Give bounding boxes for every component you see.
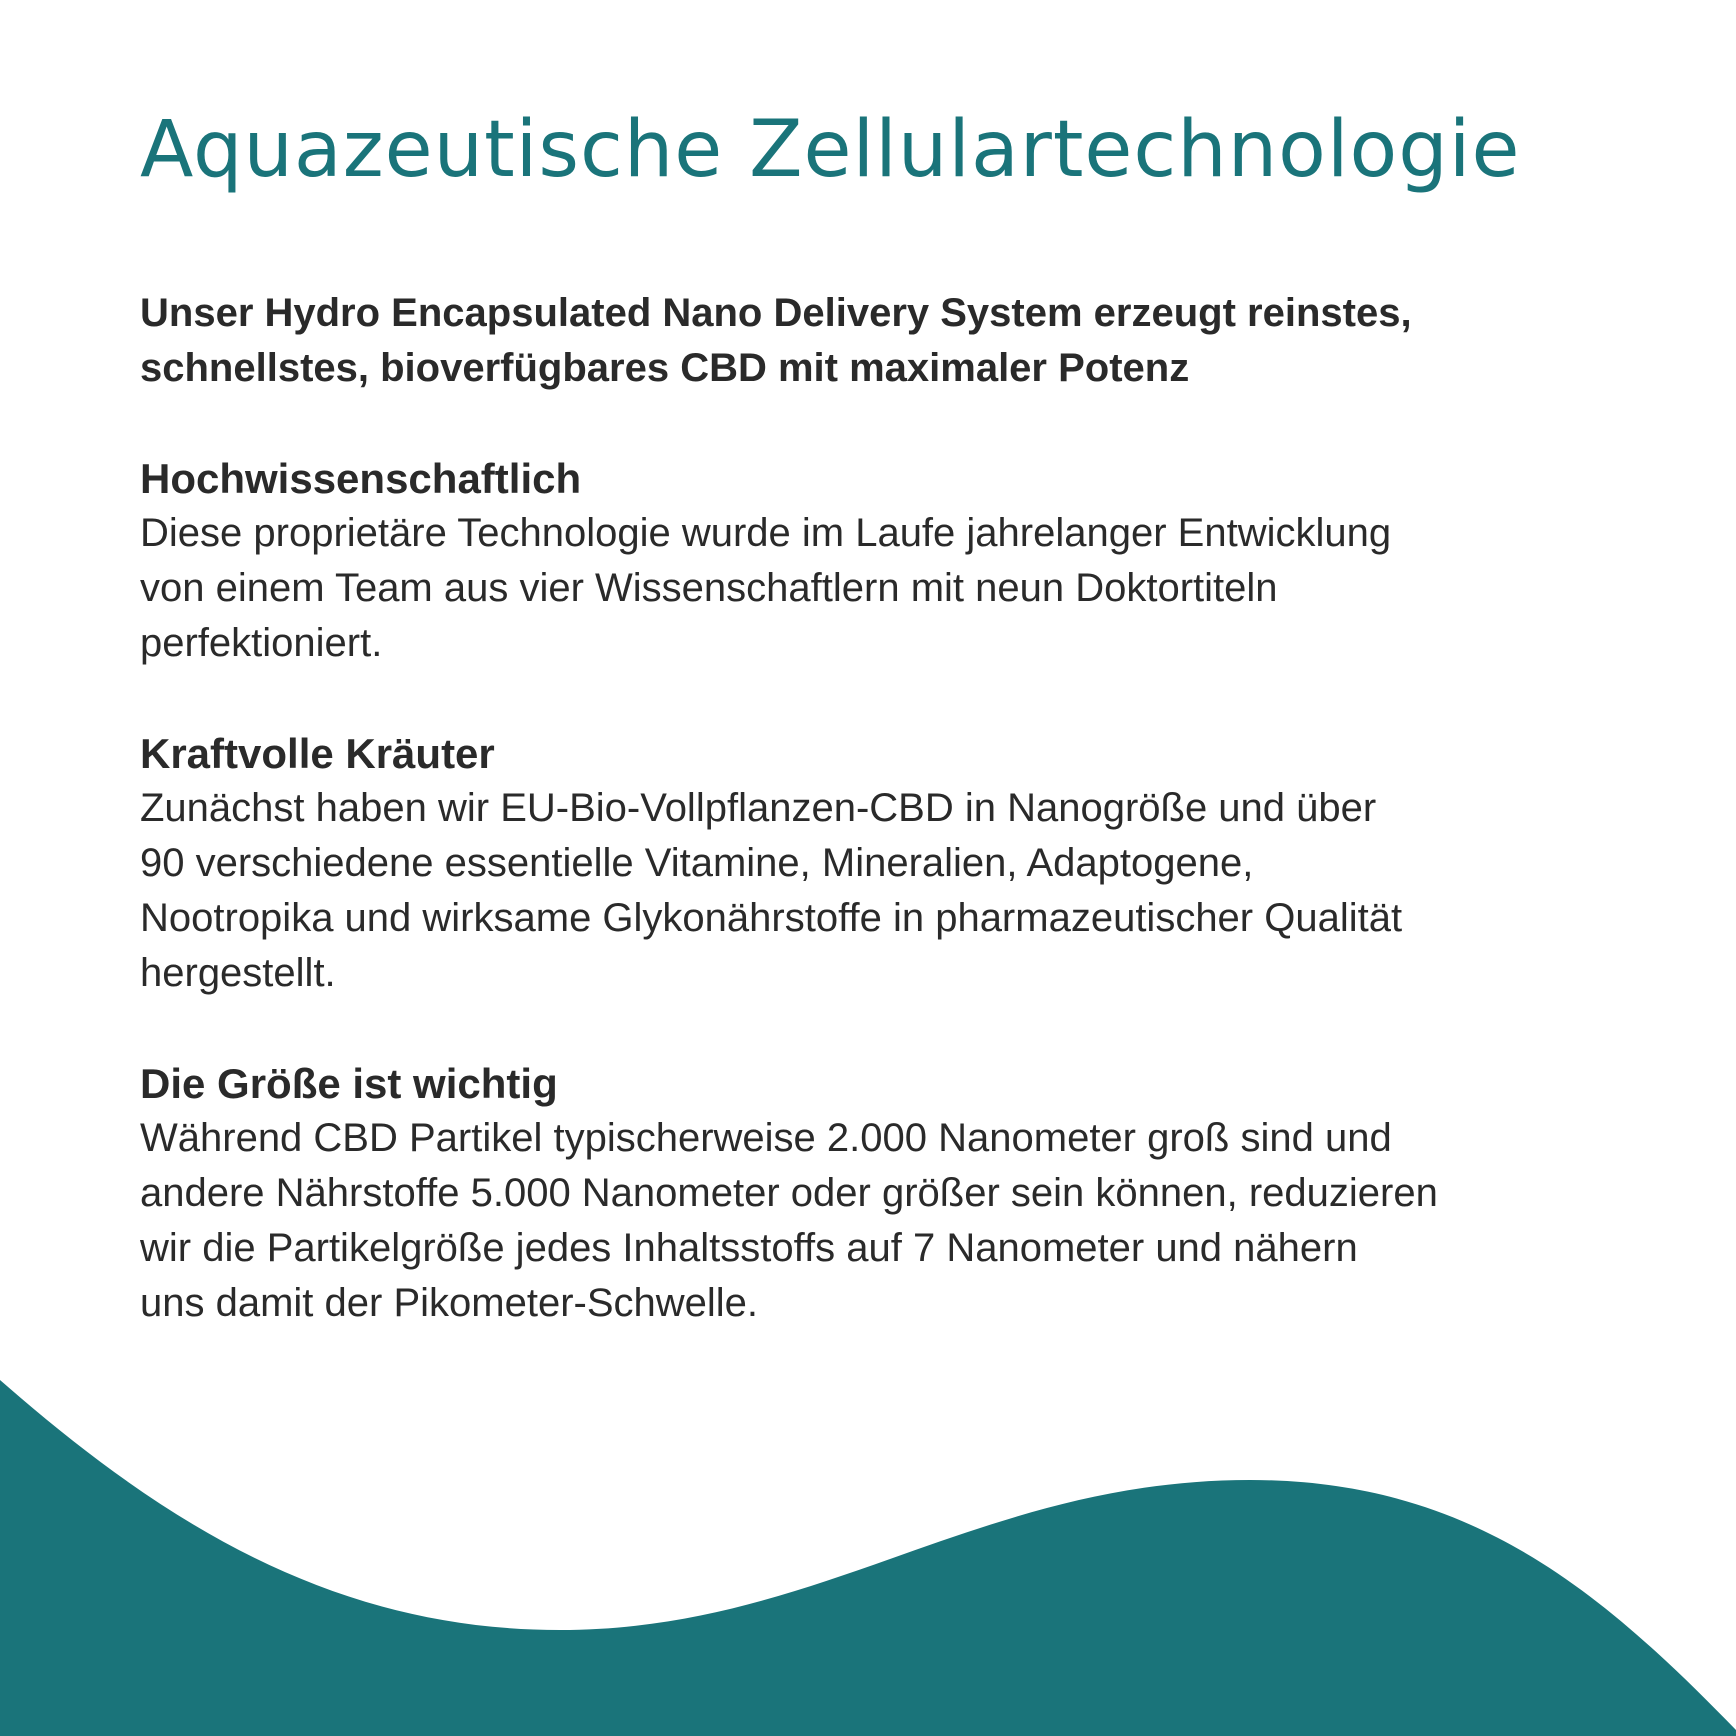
lead-paragraph: Unser Hydro Encapsulated Nano Delivery System erzeugt reinstes, schnellstes, bioverfügbares CBD mit maximaler Potenz xyxy=(140,291,1412,390)
section-hochwissenschaftlich xyxy=(140,451,1640,671)
section-body: Diese proprietäre Technologie wurde im Laufe jahrelanger Entwicklung von einem Team aus vier Wissenschaftlern mit neun Doktortiteln perfektioniert. xyxy=(140,511,1392,665)
content xyxy=(140,286,1640,1331)
page-title: Aquazeutische Zellulartechnologie xyxy=(140,105,1521,195)
section-heading: Kraftvolle Kräuter xyxy=(140,730,495,777)
section-heading: Die Größe ist wichtig xyxy=(140,1060,558,1107)
section-groesse xyxy=(140,1056,1640,1331)
decorative-wave xyxy=(0,1370,1736,1736)
section-kraftvolle-kraeuter xyxy=(140,726,1640,1001)
section-heading: Hochwissenschaftlich xyxy=(140,455,582,502)
section-body: Zunächst haben wir EU-Bio-Vollpflanzen-CBD in Nanogröße und über 90 verschiedene essentielle Vitamine, Mineralien, Adaptogene, Nootropika und wirksame Glykonährstoffe in pharmazeutischer Qualität hergestellt. xyxy=(140,786,1403,995)
section-body: Während CBD Partikel typischerweise 2.000 Nanometer groß sind und andere Nährstoffe 5.000 Nanometer oder größer sein können, reduzieren wir die Partikelgröße jedes Inhaltsstoffs auf 7 Nanometer und nähern uns damit der Pikometer-Schwelle. xyxy=(140,1116,1438,1325)
wave-shape xyxy=(0,1380,1736,1736)
